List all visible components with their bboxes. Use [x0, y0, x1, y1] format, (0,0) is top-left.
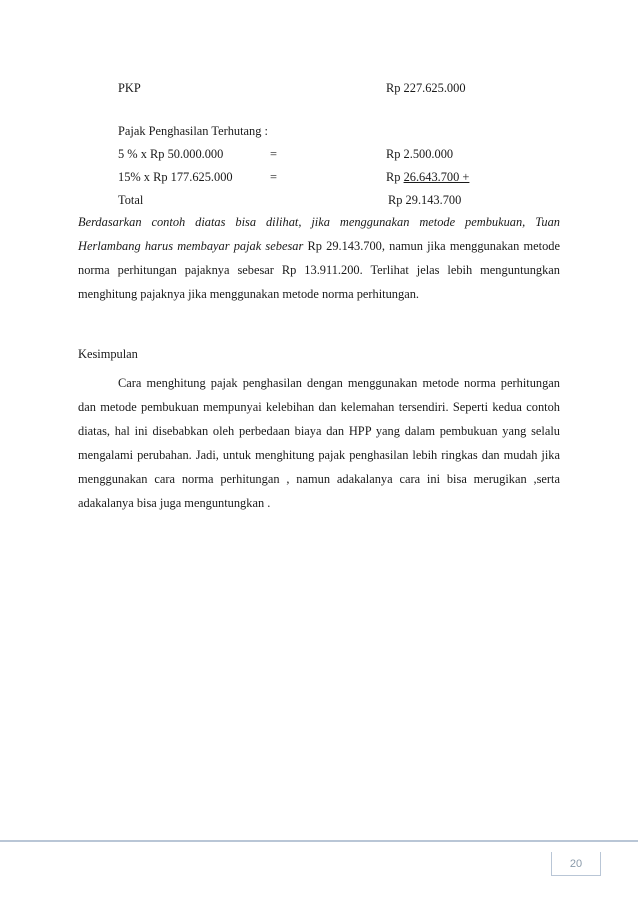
paragraph-italic-fragment: Herlambang harus membayar pajak sebesar: [78, 239, 304, 253]
paragraph-line: Cara menghitung pajak penghasilan dengan menggunakan metode norma perhitungan: [118, 376, 560, 390]
paragraph-line: mengalami perubahan. Jadi, untuk menghitung pajak penghasilan lebih ringkas dan mudah jika: [78, 448, 560, 462]
paragraph-line: dan metode pembukuan mempunyai kelebihan dan kelemahan tersendiri. Seperti kedua contoh: [78, 400, 560, 414]
paragraph-line: norma perhitungan pajaknya sebesar Rp 13.911.200. Terlihat jelas lebih menguntungkan: [78, 263, 560, 277]
total-label: Total: [118, 193, 144, 207]
paragraph-line: menghitung pajaknya jika menggunakan metode norma perhitungan.: [78, 287, 419, 301]
paragraph-line: [78, 234, 560, 258]
bracket-2-value-prefix: Rp: [386, 170, 404, 184]
paragraph-line: Berdasarkan contoh diatas bisa dilihat, jika menggunakan metode pembukuan, Tuan: [78, 215, 560, 229]
bracket-2-value: [386, 169, 469, 185]
pkp-value: Rp 227.625.000: [386, 81, 466, 95]
comparison-paragraph: [78, 210, 560, 306]
bracket-2-value-amount: 26.643.700 +: [403, 170, 470, 184]
paragraph-line: diatas, hal ini disebabkan oleh perbedaan biaya dan HPP yang dalam pembukuan yang selalu: [78, 424, 560, 438]
tax-heading: Pajak Penghasilan Terhutang :: [118, 124, 268, 138]
pkp-label: PKP: [118, 81, 141, 95]
paragraph-line: adakalanya bisa juga menguntungkan .: [78, 496, 271, 510]
total-value: Rp 29.143.700: [388, 193, 462, 207]
bracket-1-label: 5 % x Rp 50.000.000: [118, 147, 224, 161]
page-number: 20: [551, 852, 601, 876]
paragraph-fragment: Rp 29.143.700, namun jika menggunakan metode: [303, 239, 560, 253]
bracket-1-equals: =: [270, 147, 277, 161]
conclusion-paragraph: [78, 371, 560, 515]
bracket-2-equals: =: [270, 170, 277, 184]
conclusion-heading: Kesimpulan: [78, 347, 138, 361]
paragraph-line: menggunakan cara norma perhitungan , namun adakalanya cara ini bisa merugikan ,serta: [78, 472, 560, 486]
bracket-1-value: Rp 2.500.000: [386, 147, 454, 161]
footer-divider: [0, 840, 638, 842]
bracket-2-label: 15% x Rp 177.625.000: [118, 170, 233, 184]
